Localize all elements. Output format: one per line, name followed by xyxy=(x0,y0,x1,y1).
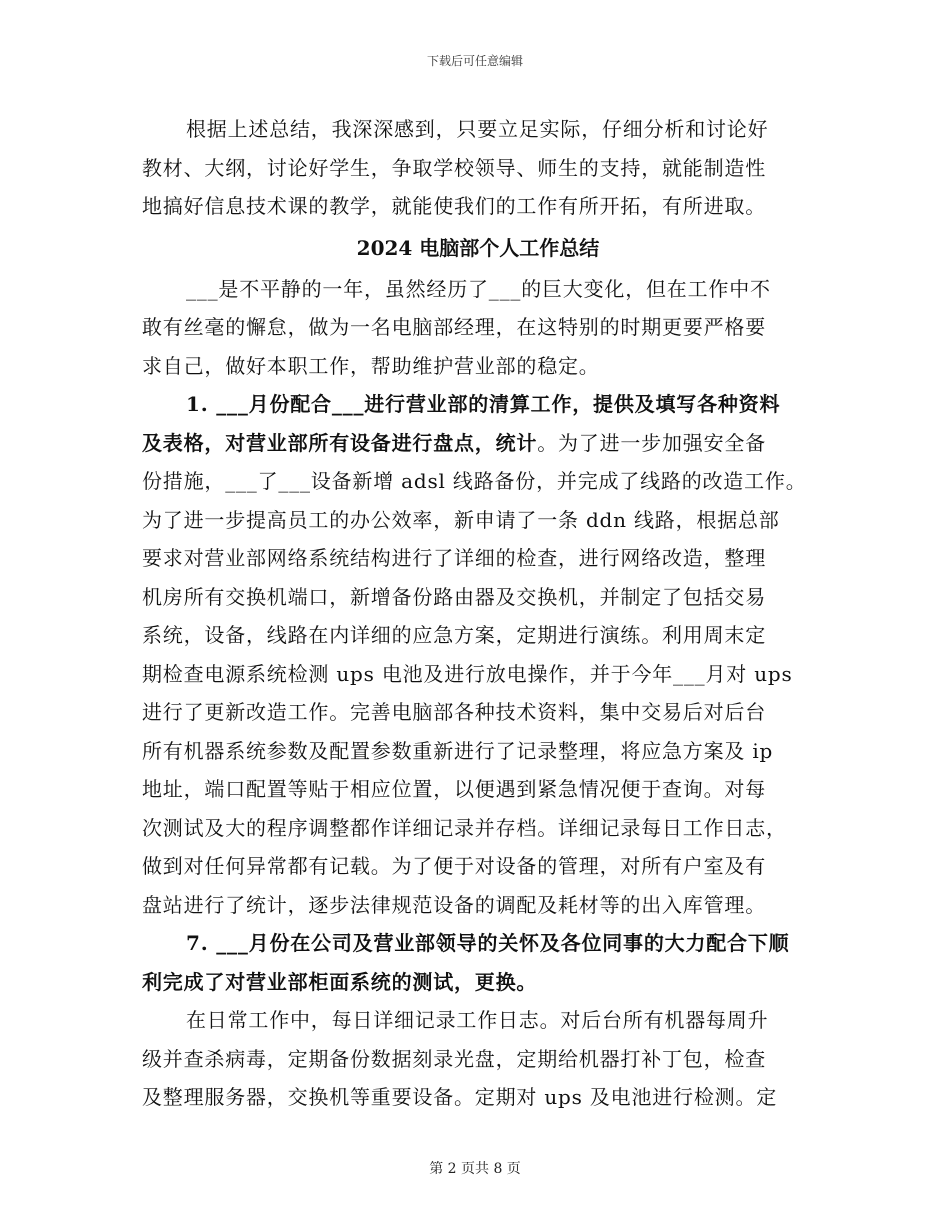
body-line: 及整理服务器，交换机等重要设备。定期对 ups 及电池进行检测。定 xyxy=(142,1085,778,1109)
body-line: 期检查电源系统检测 ups 电池及进行放电操作，并于今年___月对 ups xyxy=(142,661,793,686)
body-line: 根据上述总结，我深深感到，只要立足实际，仔细分析和讨论好 xyxy=(186,117,769,141)
body-line: 教材、大纲，讨论好学生，争取学校领导、师生的支持，就能制造性 xyxy=(142,155,766,180)
bold-item-line: 1. ___月份配合___进行营业部的清算工作，提供及填写各种资料 xyxy=(186,392,781,416)
normal-segment: 。为了进一步加强安全备 xyxy=(537,430,767,455)
body-line: 为了进一步提高员工的办公效率，新申请了一条 ddn 线路，根据总部 xyxy=(142,507,780,532)
body-line: 份措施，___了___设备新增 adsl 线路备份，并完成了线路的改造工作。 xyxy=(142,469,807,493)
section-title: 2024 电脑部个人工作总结 xyxy=(356,235,600,260)
document-body xyxy=(142,110,814,1117)
body-line: 要求对营业部网络系统结构进行了详细的检查，进行网络改造，整理 xyxy=(142,546,766,570)
page-footer: 第 2 页共 8 页 xyxy=(429,1161,521,1177)
body-line: 级并查杀病毒，定期备份数据刻录光盘，定期给机器打补丁包，检查 xyxy=(142,1046,766,1071)
mixed-line xyxy=(142,424,814,463)
body-line: 盘站进行了统计，逐步法律规范设备的调配及耗材等的出入库管理。 xyxy=(142,892,766,917)
bold-item-line: 利完成了对营业部柜面系统的测试，更换。 xyxy=(142,969,538,994)
bold-item-line: 7. ___月份在公司及营业部领导的关怀及各位同事的大力配合下顺 xyxy=(186,931,790,955)
body-line: 所有机器系统参数及配置参数重新进行了记录整理，将应急方案及 ip xyxy=(142,738,774,763)
page-header: 下载后可任意编辑 xyxy=(426,54,523,68)
body-line: 地搞好信息技术课的教学，就能使我们的工作有所开拓，有所进取。 xyxy=(142,194,766,218)
body-line: 机房所有交换机端口，新增备份路由器及交换机，并制定了包括交易 xyxy=(142,584,766,609)
body-line: 做到对任何异常都有记载。为了便于对设备的管理，对所有户室及有 xyxy=(142,854,766,878)
body-line: 求自己，做好本职工作，帮助维护营业部的稳定。 xyxy=(142,353,600,378)
body-line: 敢有丝毫的懈怠，做为一名电脑部经理，在这特别的时期更要严格要 xyxy=(142,315,766,339)
bold-segment: 及表格，对营业部所有设备进行盘点，统计 xyxy=(142,430,538,455)
body-line: 系统，设备，线路在内详细的应急方案，定期进行演练。利用周末定 xyxy=(142,623,766,647)
body-line: 次测试及大的程序调整都作详细记录并存档。详细记录每日工作日志， xyxy=(142,815,787,840)
body-line: 进行了更新改造工作。完善电脑部各种技术资料，集中交易后对后台 xyxy=(142,700,766,724)
body-line: ___是不平静的一年，虽然经历了___的巨大变化，但在工作中不 xyxy=(186,276,771,301)
body-line: 地址，端口配置等贴于相应位置，以便遇到紧急情况便于查询。对每 xyxy=(142,777,766,801)
body-line: 在日常工作中，每日详细记录工作日志。对后台所有机器每周升 xyxy=(186,1008,769,1032)
